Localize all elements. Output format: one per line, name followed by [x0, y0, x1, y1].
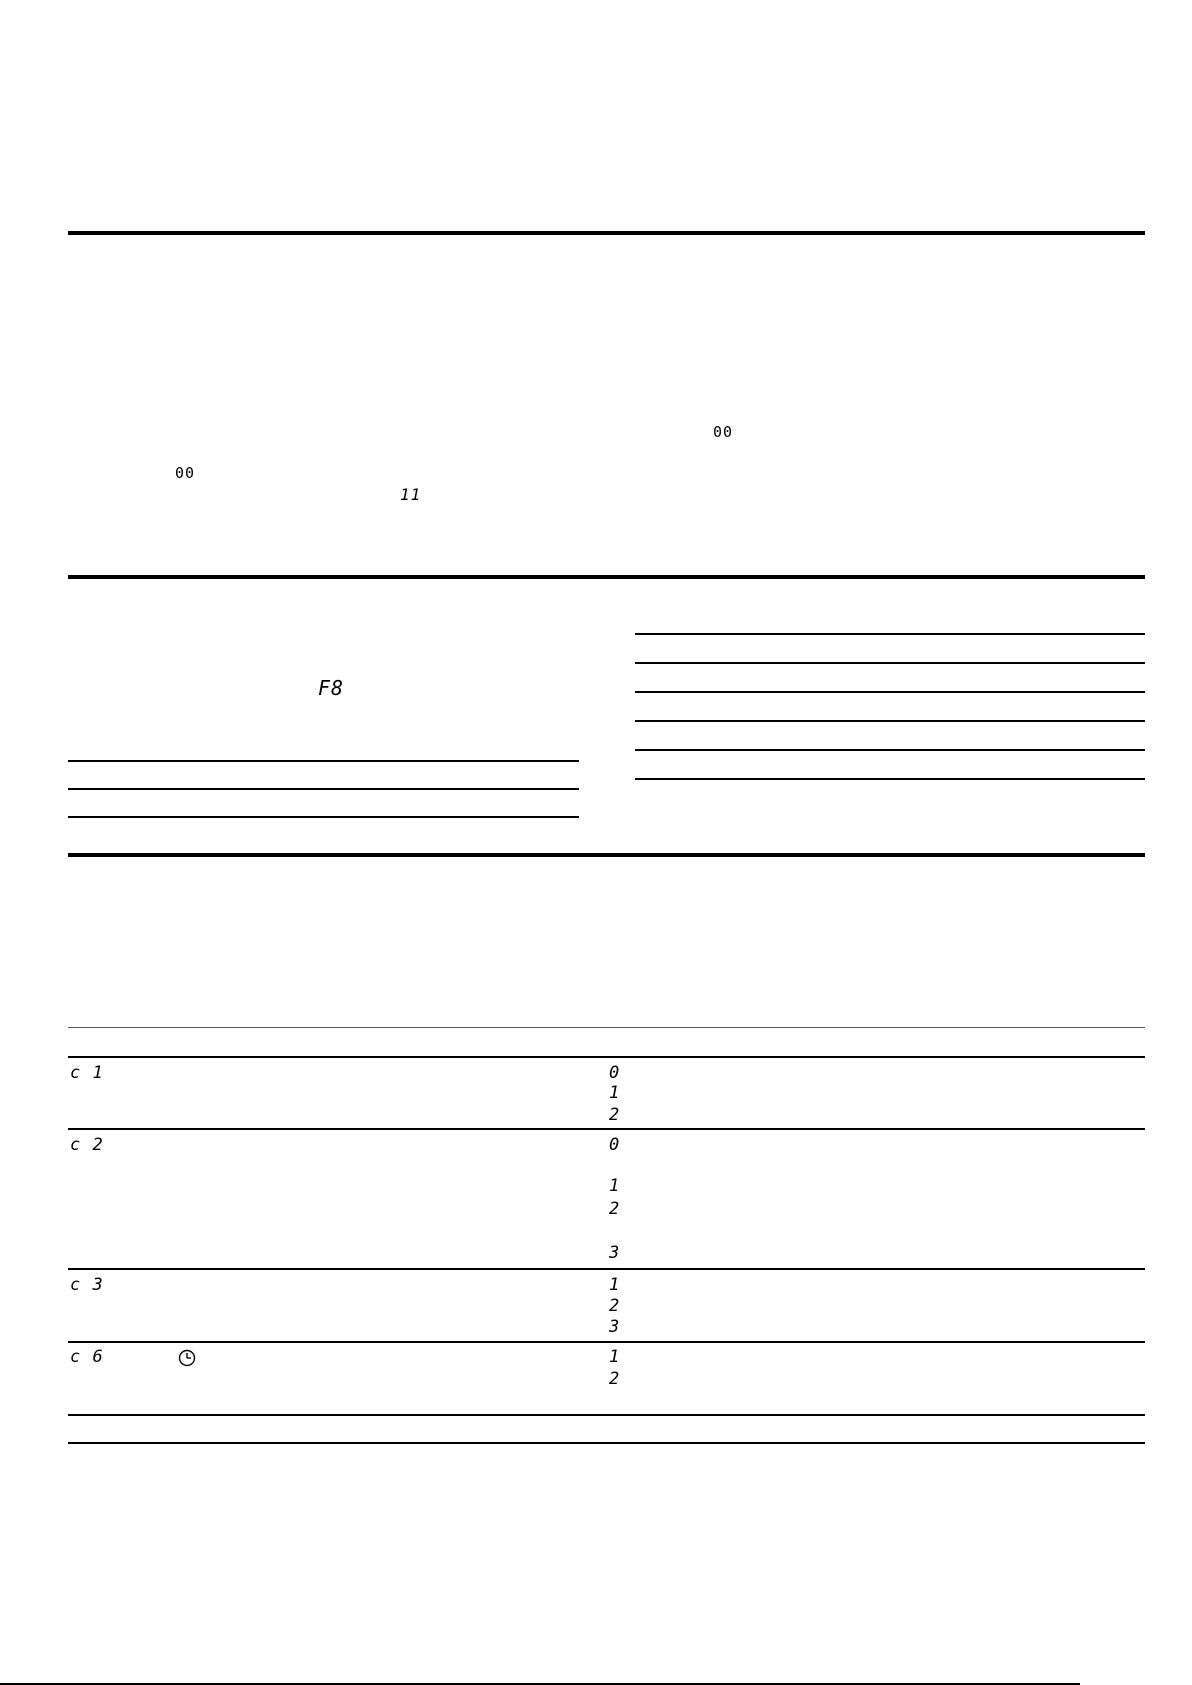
setting-code: c 1 [70, 1063, 104, 1083]
table-rule [68, 816, 579, 818]
table-row-rule [68, 1268, 1145, 1270]
table-rule [635, 749, 1145, 751]
setting-value: 2 [609, 1105, 621, 1125]
table-row-rule [68, 1128, 1145, 1130]
setting-value: 1 [609, 1176, 621, 1196]
setting-value: 1 [609, 1083, 621, 1103]
table-rule [68, 788, 579, 790]
setting-value: 2 [609, 1296, 621, 1316]
setting-value: 0 [609, 1135, 621, 1155]
table-rule [635, 720, 1145, 722]
display-symbol-pause: 00 [713, 423, 734, 441]
section-divider-top [68, 231, 1145, 235]
setting-value: 2 [609, 1369, 621, 1389]
setting-value: 1 [609, 1347, 621, 1367]
setting-code: c 3 [70, 1275, 104, 1295]
table-header-rule [68, 1056, 1145, 1058]
setting-value: 0 [609, 1063, 621, 1083]
table-row-rule [68, 1414, 1145, 1416]
table-bottom-rule [68, 1442, 1145, 1444]
table-rule [635, 691, 1145, 693]
table-top-rule [68, 1027, 1145, 1028]
setting-value: 2 [609, 1199, 621, 1219]
setting-value: 1 [609, 1275, 621, 1295]
table-rule [68, 760, 579, 762]
section-divider-middle [68, 575, 1145, 579]
setting-value: 3 [609, 1317, 621, 1337]
display-symbol-level: 11 [400, 485, 422, 504]
section-divider-bottom [68, 853, 1145, 857]
setting-code: c 2 [70, 1135, 104, 1155]
error-code: F8 [318, 676, 345, 700]
table-rule [635, 662, 1145, 664]
timer-icon [177, 1348, 197, 1368]
table-rule [635, 633, 1145, 635]
table-rule [635, 778, 1145, 780]
setting-value: 3 [609, 1243, 621, 1263]
display-symbol-pause: 00 [175, 464, 196, 482]
table-row-rule [68, 1341, 1145, 1343]
setting-code: c 6 [70, 1347, 104, 1367]
